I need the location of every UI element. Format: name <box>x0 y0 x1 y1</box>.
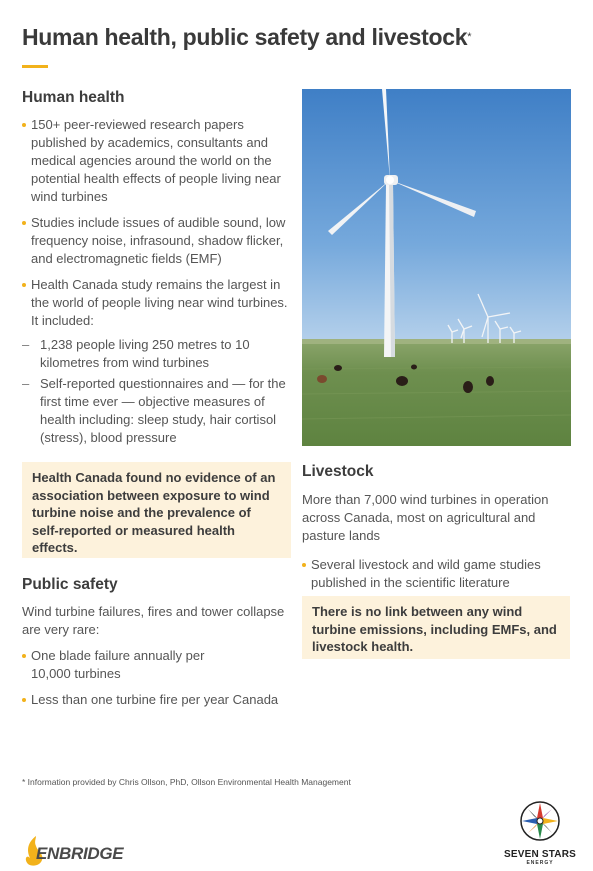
enbridge-wordmark: ENBRIDGE <box>36 844 124 863</box>
left-column <box>22 88 292 450</box>
human-health-bullet: Studies include issues of audible sound, low frequency noise, infrasound, shadow flicker, and electromagnetic fields (EMF) <box>22 214 292 268</box>
public-safety-bullet: One blade failure annually per 10,000 turbines <box>22 647 241 683</box>
page-title-text: Human health, public safety and livestock <box>22 24 468 50</box>
public-safety-heading: Public safety <box>22 576 118 593</box>
human-health-list <box>22 116 292 330</box>
public-safety-bullet: Less than one turbine fire per year Canada <box>22 691 297 709</box>
page-title <box>22 22 582 52</box>
human-health-heading: Human health <box>22 89 125 106</box>
seven-stars-compass-icon <box>519 800 561 842</box>
seven-stars-sub: ENERGY <box>526 860 554 866</box>
livestock-list <box>302 556 572 592</box>
study-sub-item: – 1,238 people living 250 metres to 10 kilometres from wind turbines <box>22 336 292 372</box>
livestock-heading: Livestock <box>302 463 374 480</box>
footnote: * Information provided by Chris Ollson, PhD, Ollson Environmental Health Management <box>22 777 351 787</box>
public-safety-section <box>22 575 297 717</box>
health-canada-callout <box>22 462 291 558</box>
livestock-section <box>302 462 572 600</box>
seven-stars-name: SEVEN STARS <box>503 849 577 860</box>
seven-stars-logo <box>500 800 580 870</box>
enbridge-logo <box>22 834 162 868</box>
human-health-bullet: Health Canada study remains the largest in the world of people living near wind turbines. It included: <box>22 276 292 330</box>
title-footnote-marker: * <box>467 31 472 43</box>
livestock-bullet: Several livestock and wild game studies published in the scientific literature <box>302 556 572 592</box>
public-safety-list <box>22 647 297 709</box>
livestock-intro: More than 7,000 wind turbines in operation across Canada, most on agricultural and pasture lands <box>302 492 549 543</box>
health-canada-callout-text: Health Canada found no evidence of an association between exposure to wind turbine noise and the prevalence of self-reported or measured health effects. <box>32 470 276 555</box>
title-accent-rule <box>22 65 48 68</box>
human-health-bullet: 150+ peer-reviewed research papers published by academics, consultants and medical agencies around the world on the potential health effects of people living near wind turbines <box>22 116 292 206</box>
health-canada-study-list <box>22 336 292 447</box>
public-safety-intro: Wind turbine failures, fires and tower collapse are very rare: <box>22 604 285 637</box>
wind-turbine-photo <box>302 89 571 446</box>
livestock-callout-text: There is no link between any wind turbine emissions, including EMFs, and livestock health. <box>312 604 557 654</box>
livestock-callout <box>302 596 570 659</box>
study-sub-item: – Self-reported questionnaires and — for the first time ever — objective measures of health including: sleep study, hair cortisol (stress), blood pressure <box>22 375 292 447</box>
